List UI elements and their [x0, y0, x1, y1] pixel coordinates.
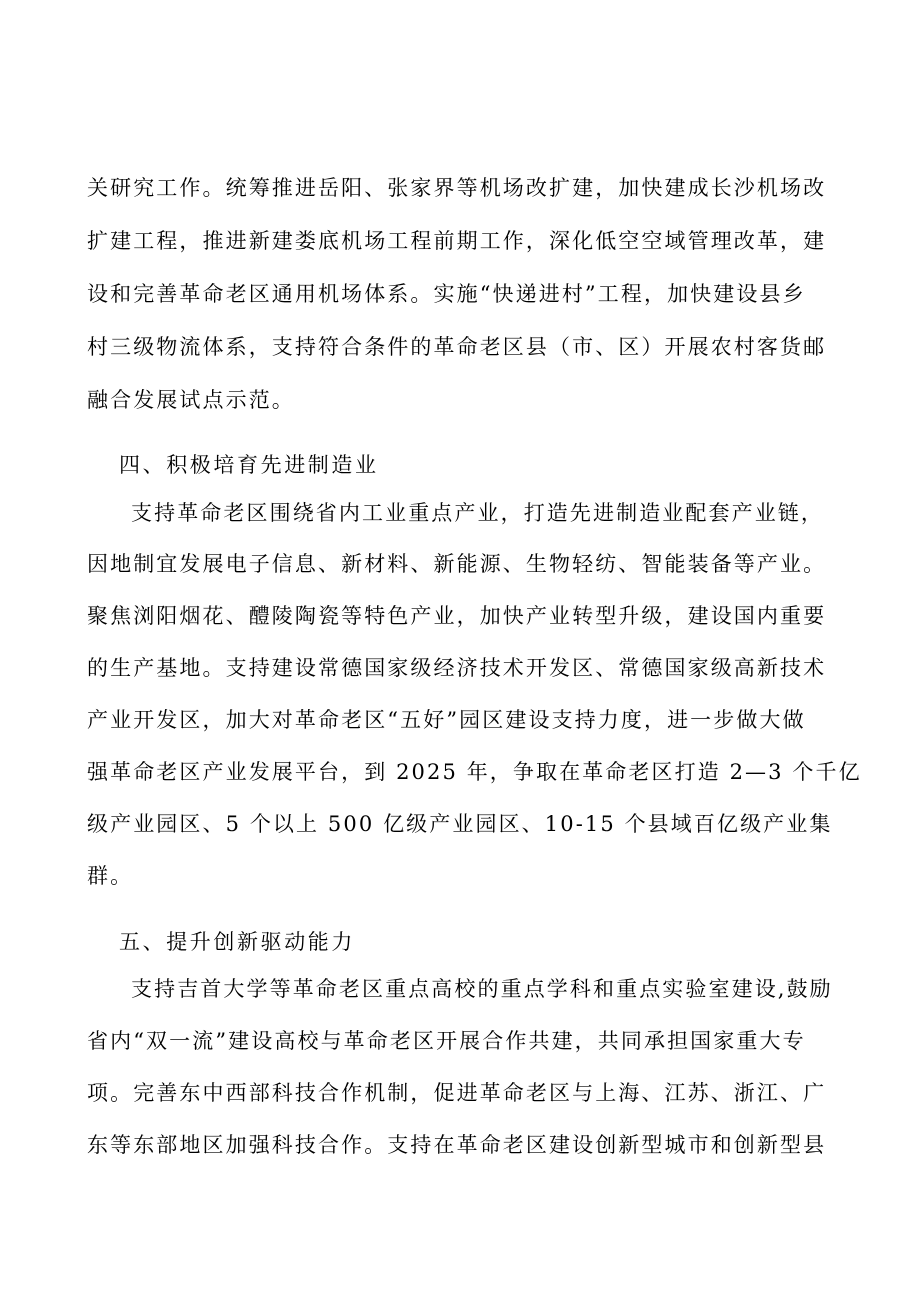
paragraph-line: 强革命老区产业发展平台，到 2025 年，争取在革命老区打造 2—3 个千亿	[87, 760, 862, 784]
paragraph-line: 项。完善东中西部科技合作机制，促进革命老区与上海、江苏、浙江、广	[87, 1081, 827, 1105]
paragraph-line: 聚焦浏阳烟花、醴陵陶瓷等特色产业，加快产业转型升级，建设国内重要	[87, 604, 827, 628]
paragraph-line: 村三级物流体系，支持符合条件的革命老区县（市、区）开展农村客货邮	[87, 335, 827, 359]
paragraph-line: 扩建工程，推进新建娄底机场工程前期工作，深化低空空域管理改革，建	[87, 229, 827, 253]
paragraph-line: 级产业园区、5 个以上 500 亿级产业园区、10-15 个县域百亿级产业集	[87, 812, 833, 836]
paragraph-line: 省内“双一流”建设高校与革命老区开展合作共建，共同承担国家重大专	[87, 1029, 806, 1053]
section-heading: 四、积极培育先进制造业	[119, 453, 379, 477]
paragraph-line: 支持吉首大学等革命老区重点高校的重点学科和重点实验室建设,鼓励	[131, 977, 833, 1001]
paragraph-line: 因地制宜发展电子信息、新材料、新能源、生物轻纺、智能装备等产业。	[87, 552, 827, 576]
paragraph-line: 融合发展试点示范。	[87, 388, 295, 412]
paragraph-line: 关研究工作。统筹推进岳阳、张家界等机场改扩建，加快建成长沙机场改	[87, 176, 827, 200]
paragraph-line: 支持革命老区围绕省内工业重点产业，打造先进制造业配套产业链，	[131, 501, 824, 525]
paragraph-line: 设和完善革命老区通用机场体系。实施“快递进村”工程，加快建设县乡	[87, 282, 806, 306]
paragraph-line: 的生产基地。支持建设常德国家级经济技术开发区、常德国家级高新技术	[87, 656, 827, 680]
section-heading: 五、提升创新驱动能力	[119, 930, 355, 954]
paragraph-line: 东等东部地区加强科技合作。支持在革命老区建设创新型城市和创新型县	[87, 1133, 827, 1157]
paragraph-line: 产业开发区，加大对革命老区“五好”园区建设支持力度，进一步做大做	[87, 708, 806, 732]
paragraph-line: 群。	[87, 864, 134, 888]
